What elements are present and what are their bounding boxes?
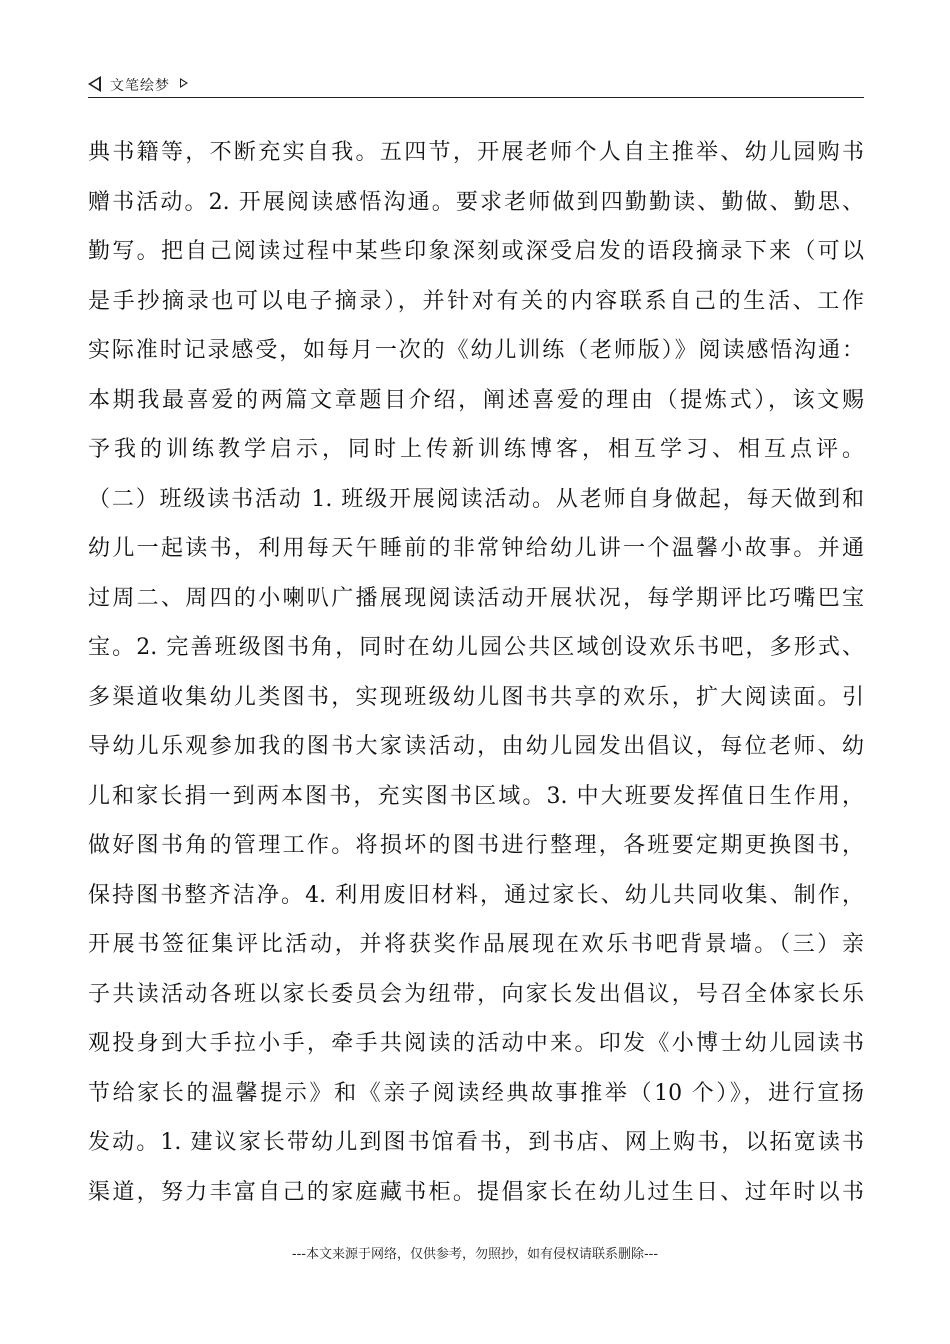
body-line: 是手抄摘录也可以电子摘录），并针对有关的内容联系自己的生活、工作 [88,288,864,314]
body-line: 发动。1. 建议家长带幼儿到图书馆看书，到书店、网上购书，以拓宽读书 [88,1130,864,1155]
body-line: 宝。2. 完善班级图书角，同时在幼儿园公共区域创设欢乐书吧，多形式、 [88,635,864,660]
page-header [88,72,864,98]
body-line: 保持图书整齐洁净。4. 利用废旧材料，通过家长、幼儿共同收集、制作， [88,882,864,908]
body-line: 实际准时记录感受，如每月一次的《幼儿训练（老师版）》阅读感悟沟通： [88,338,864,363]
right-triangle-icon [180,78,188,88]
body-line: 节给家长的温馨提示》和《亲子阅读经典故事推举（10 个）》，进行宣扬 [88,1080,864,1106]
body-line: 典书籍等，不断充实自我。五四节，开展老师个人自主推举、幼儿园购书 [88,140,864,165]
header-brand: 文笔绘梦 [110,78,170,94]
body-line: 观投身到大手拉小手，牵手共阅读的活动中来。印发《小博士幼儿园读书 [88,1031,864,1056]
body-line: 开展书签征集评比活动，并将获奖作品展现在欢乐书吧背景墙。（三）亲 [88,932,864,957]
body-line: 予我的训练教学启示，同时上传新训练博客，相互学习、相互点评。 [88,437,864,462]
body-line: 做好图书角的管理工作。将损坏的图书进行整理，各班要定期更换图书， [88,833,864,858]
header-divider [88,97,864,98]
body-line: 幼儿一起读书，利用每天午睡前的非常钟给幼儿讲一个温馨小故事。并通 [88,536,864,561]
body-line: 儿和家长捐一到两本图书，充实图书区域。3. 中大班要发挥值日生作用， [88,783,864,809]
body-line: （二）班级读书活动 1. 班级开展阅读活动。从老师自身做起，每天做到和 [88,486,864,512]
body-line: 勤写。把自己阅读过程中某些印象深刻或深受启发的语段摘录下来（可以 [88,239,864,264]
body-line: 子共读活动各班以家长委员会为纽带，向家长发出倡议，号召全体家长乐 [88,981,864,1007]
body-line: 多渠道收集幼儿类图书，实现班级幼儿图书共享的欢乐，扩大阅读面。引 [88,684,864,710]
document-body [88,128,864,1217]
body-line: 渠道，努力丰富自己的家庭藏书柜。提倡家长在幼儿过生日、过年时以书 [88,1179,864,1205]
body-line: 赠书活动。2. 开展阅读感悟沟通。要求老师做到四勤勤读、勤做、勤思、 [88,189,864,215]
left-triangle-icon [88,76,101,92]
body-line: 过周二、周四的小喇叭广播展现阅读活动开展状况，每学期评比巧嘴巴宝 [88,585,864,611]
page-footer: ---本文来源于网络，仅供参考，勿照抄，如有侵权请联系删除--- [291,1247,659,1262]
body-line: 导幼儿乐观参加我的图书大家读活动，由幼儿园发出倡议，每位老师、幼 [88,734,864,759]
body-line: 本期我最喜爱的两篇文章题目介绍，阐述喜爱的理由（提炼式），该文赐 [88,387,864,413]
